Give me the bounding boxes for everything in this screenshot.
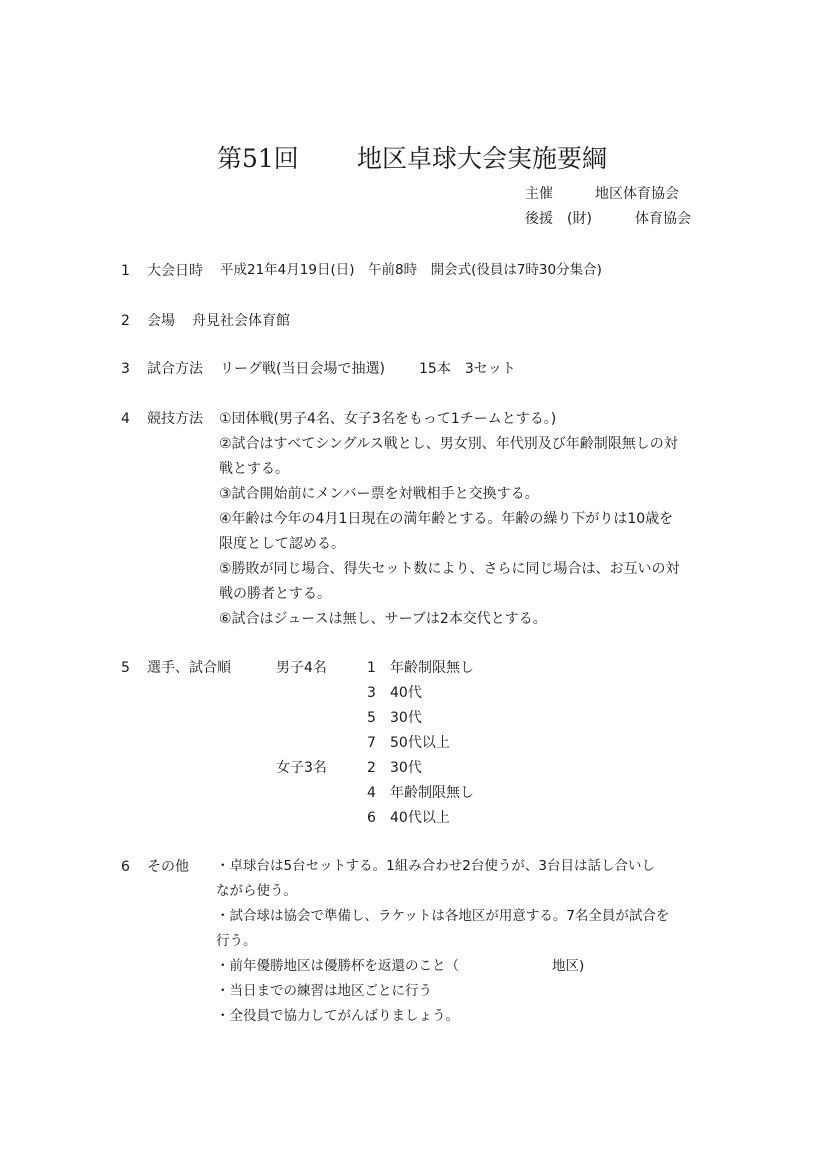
rule-line: 限度として認める。	[219, 536, 345, 552]
trophy-suffix: 地区)	[552, 958, 585, 974]
match-order: 4	[367, 785, 376, 801]
section-6-label: その他	[147, 859, 189, 875]
rule-line: ③試合開始前にメンバー票を対戦相手と交換する。	[219, 486, 539, 502]
section-1-text: 平成21年4月19日(日) 午前8時 開会式(役員は7時30分集合)	[220, 262, 602, 278]
note-line: ・当日までの練習は地区ごとに行う	[216, 983, 432, 999]
host-value: 地区体育協会	[595, 186, 679, 202]
note-line: 行う。	[216, 933, 257, 949]
match-order: 6	[367, 810, 376, 826]
note-line: ・全役員で協力してがんばりましょう。	[216, 1008, 459, 1024]
support-paren: (財)	[567, 211, 592, 227]
match-order: 1	[367, 660, 376, 676]
section-3-text: リーグ戦(当日会場で抽選)	[220, 361, 385, 377]
note-line: ・前年優勝地区は優勝杯を返還のこと（	[216, 958, 459, 974]
match-order: 5	[367, 710, 376, 726]
rule-line: 戦の勝者とする。	[219, 586, 331, 602]
page-title: 地区卓球大会実施要綱	[357, 144, 608, 173]
section-3-extra: 15本 3セット	[419, 361, 516, 377]
men-label: 男子4名	[276, 660, 327, 676]
match-category: 年齢制限無し	[390, 660, 474, 676]
rule-line: ④年齢は今年の4月1日現在の満年齢とする。年齢の繰り下がりは10歳を	[219, 511, 674, 527]
section-3-number: 3	[121, 361, 130, 377]
section-1-number: 1	[121, 263, 130, 279]
match-order: 3	[367, 685, 376, 701]
section-4-label: 競技方法	[147, 411, 203, 427]
host-label: 主催	[525, 186, 553, 202]
rule-line: ⑥試合はジュースは無し、サーブは2本交代とする。	[219, 611, 547, 627]
section-2-text: 舟見社会体育館	[192, 313, 290, 329]
section-2-number: 2	[121, 313, 130, 329]
rule-line: ②試合はすべてシングルス戦とし、男女別、年代別及び年齢制限無しの対	[219, 436, 678, 452]
match-order: 2	[367, 760, 376, 776]
match-order: 7	[367, 735, 376, 751]
match-category: 30代	[390, 760, 422, 776]
section-5-number: 5	[121, 660, 130, 676]
note-line: ながら使う。	[216, 883, 297, 899]
note-line: ・試合球は協会で準備し、ラケットは各地区が用意する。7名全員が試合を	[216, 908, 670, 924]
section-2-label: 会場	[147, 313, 175, 329]
support-label: 後援	[525, 211, 553, 227]
rule-line: 戦とする。	[219, 461, 289, 477]
title-number: 第51回	[217, 144, 299, 173]
note-line: ・卓球台は5台セットする。1組み合わせ2台使うが、3台目は話し合いし	[216, 858, 655, 874]
women-label: 女子3名	[276, 760, 327, 776]
support-value: 体育協会	[635, 211, 691, 227]
section-3-label: 試合方法	[147, 361, 203, 377]
match-category: 40代	[390, 685, 422, 701]
rule-line: ⑤勝敗が同じ場合、得失セット数により、さらに同じ場合は、お互いの対	[219, 561, 680, 577]
match-category: 40代以上	[390, 810, 450, 826]
match-category: 30代	[390, 710, 422, 726]
match-category: 50代以上	[390, 735, 450, 751]
section-5-label: 選手、試合順	[147, 660, 231, 676]
section-6-number: 6	[121, 859, 130, 875]
section-1-label: 大会日時	[147, 263, 203, 279]
rule-line: ①団体戦(男子4名、女子3名をもって1チームとする。)	[219, 411, 557, 427]
section-4-number: 4	[121, 411, 130, 427]
match-category: 年齢制限無し	[390, 785, 474, 801]
